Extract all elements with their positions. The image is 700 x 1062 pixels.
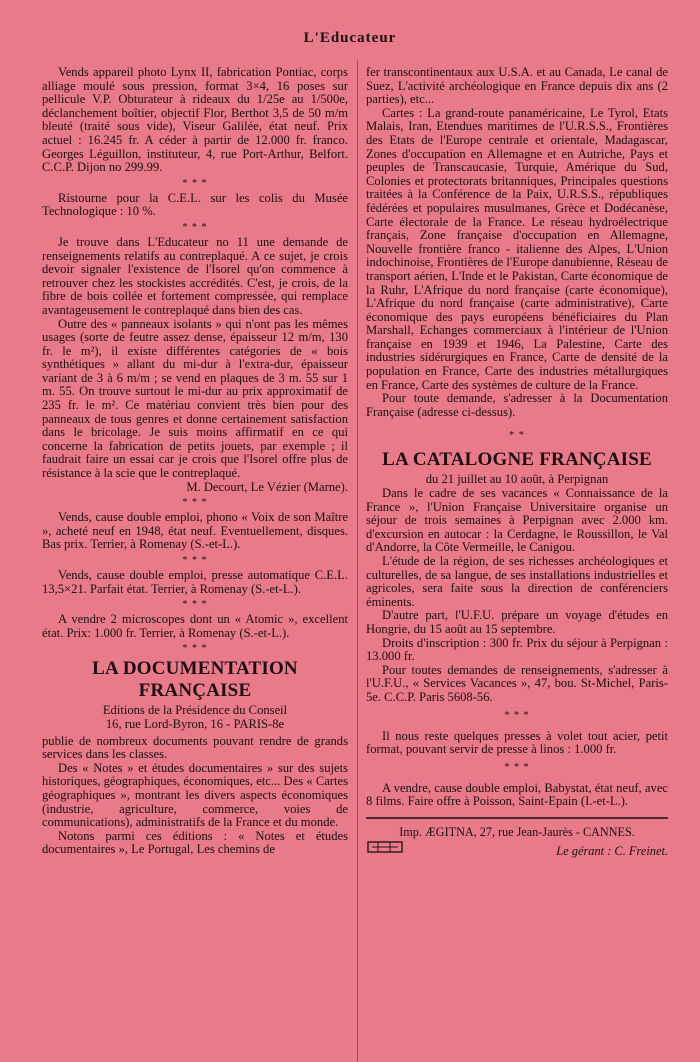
page-header-title: L'Educateur <box>303 30 397 46</box>
section-heading-documentation: LA DOCUMENTATION FRANÇAISE <box>92 658 298 702</box>
separator-stars: * * * <box>182 599 208 611</box>
ad-babystat: A vendre, cause double emploi, Babystat, état neuf, avec 8 films. Faire offre à Poisson, Saint-Epain (I.-et-L.). <box>366 780 668 809</box>
catalogne-etude: L'étude de la région, de ses richesses archéologiques et culturelles, de sa langue, de ses installations industrielles et agricoles, sera faite sous la direction de conférenciers éminents. <box>366 554 668 609</box>
imprint: Imp. ÆGITNA, 27, rue Jean-Jaurès - CANNES. <box>399 824 635 839</box>
publisher-address: 16, rue Lord-Byron, 16 - PARIS-8e <box>105 716 285 731</box>
doc-editions-continued: fer transcontinentaux aux U.S.A. et au Canada, Le canal de Suez, L'activité archéologique en France depuis dix ans (2 parties), etc... <box>366 65 668 107</box>
doc-editions: Notons parmi ces éditions : « Notes et études documentaires », Le Portugal, Les chemins de <box>42 828 348 857</box>
right-column <box>366 66 668 859</box>
separator-stars: * * * <box>504 761 530 773</box>
catalogne-contact: Pour toutes demandes de renseignements, s'adresser à l'U.F.U., « Services Vacances », 47, bou. St-Michel, Paris-5e. C.C.P. Paris 5608-56. <box>366 662 668 704</box>
ad-presses-volet: Il nous reste quelques presses à volet tout acier, petit format, pouvant servir de presse à linos : 1.000 fr. <box>366 728 668 757</box>
separator-stars: * * <box>509 430 525 442</box>
catalogne-droits: Droits d'inscription : 300 fr. Prix du séjour à Perpignan : 13.000 fr. <box>366 635 668 664</box>
doc-contact: Pour toute demande, s'adresser à la Documentation Française (adresse ci-dessus). <box>366 391 668 419</box>
doc-notes: Des « Notes » et études documentaires » sur des sujets historiques, géographiques, économiques, etc... Des « Cartes géographiques », montrant les divers aspects économiques (industrie, agriculture, commerce, voies de communications), administratifs de la France et du monde. <box>42 760 348 830</box>
left-column <box>42 66 348 857</box>
doc-cartes: Cartes : La grand-route panaméricaine, Le Tyrol, Etats Malais, Iran, Etendues maritimes de l'U.R.S.S., Frontières des Etats de l'Europe centrale et orientale, Madagascar, Zones d'occupation en Allemagne et en Autriche, Pays et peuples de Transcaucasie, Turquie, Amérique du Sud, Colonies et protectorats britanniques, Principales questions traitées à la Conférence de la Paix, U.R.S.S., républiques fédérées et populaires musulmanes, Grèce et Dodécanèse, Carte électorale de la France. Le réseau hydroélectrique français, Zone française d'occupation en Allemagne, Nouvelle frontière franco - italienne des Alpes, L'Union indochinoise, Frontières de l'Europe danubienne, Réseau de transport aérien, L'Inde et le Pakistan, Carte économique de la Ruhr, L'Afrique du nord française (carte économique), L'Afrique du nord française (carte administrative), Carte économique des pays européens bénéficiaires du Plan Marshall, Echanges commerciaux à l'intérieur de l'Union française en 1939 et 1946, La Palestine, Carte des industries sidérurgiques en France, Carte de densité de la population en France, Carte des industries métallurgiques en France, Carte des systèmes de culture de la France. <box>366 105 668 392</box>
separator-stars: * * * <box>182 497 208 509</box>
catalogne-sejour: Dans le cadre de ses vacances « Connaissance de la France », l'Union Française Universitaire organise un séjour de trois semaines à Perpignan avec 2.000 km. d'excursion en autocar : la Cerdagne, le Roussillon, le Val d'Andorre, la Côte Vermeille, le Canigou. <box>366 486 668 555</box>
separator-stars: * * * <box>182 221 208 233</box>
notice-ristourne: Ristourne pour la C.E.L. sur les colis du Musée Technologique : 10 %. <box>42 190 348 219</box>
separator-stars: * * * <box>504 709 530 721</box>
letter-signature: M. Decourt, Le Vézier (Marne). <box>186 479 348 494</box>
publisher-line: Editions de la Présidence du Conseil <box>102 703 288 718</box>
doc-intro: publie de nombreux documents pouvant rendre de grands services dans les classes. <box>42 733 348 762</box>
letter-isorel-body: Outre des « panneaux isolants » qui n'ont pas les mêmes usages (sorte de feutre assez dense, épaisseur 12 m/m, 130 fr. le m²), il existe différentes catégories de « bois synthétiques » allant du mi-dur à l'extra-dur, épaisseur variant de 3 à 6 m/m ; se vend en plaques de 3 m. 55 sur 1 m. 55. On trouve surtout le mi-dur au prix approximatif de 235 fr. le m². Ce matériau convient très bien pour des panneaux de tous genres et donne certainement satisfaction dans le bricolage. Je suis moins affirmatif en ce qui concerne la fabrication de petits jouets, par exemple ; il faudrait faire un essai car je crois que l'Isorel offre plus de résistance à la scie que le contreplaqué. <box>42 316 348 481</box>
section-heading-catalogne: LA CATALOGNE FRANÇAISE <box>382 449 652 471</box>
separator-stars: * * * <box>182 643 208 655</box>
footer-rule <box>366 817 668 819</box>
ad-camera: Vends appareil photo Lynx II, fabrication Pontiac, corps alliage moulé sous pression, format 3×4, 16 poses sur pellicule V.P. Obturateur à rideaux du 1/25e au 1/500e, déclanchement boîtier, objectif Flor, Berthot 3,5 de 50 m/m bleuté (traité sous vide), Viseur Galilée, état neuf. Prix actuel : 16.245 fr. A céder à partir de 12.000 fr. franco. Georges Léguillon, instituteur, 4, rue Port-Arthur, Belfort. C.C.P. Dijon no 299.99. <box>42 65 348 175</box>
ad-microscopes: A vendre 2 microscopes dont un « Atomic », excellent état. Prix: 1.000 fr. Terrier, à Romenay (S.-et-L.). <box>42 612 348 640</box>
gerant-line: Le gérant : C. Freinet. <box>556 843 668 858</box>
printer-mark-icon <box>366 839 406 857</box>
catalogne-dates: du 21 juillet au 10 août, à Perpignan <box>425 472 609 487</box>
ad-phono: Vends, cause double emploi, phono « Voix de son Maître », acheté neuf en 1948, état neuf. Eventuellement, disques. Bas prix. Terrier, à Romenay (S.-et-L.). <box>42 510 348 552</box>
column-divider <box>357 60 358 1062</box>
separator-stars: * * * <box>182 555 208 566</box>
catalogne-hongrie: D'autre part, l'U.F.U. prépare un voyage d'études en Hongrie, du 15 août au 15 septembre. <box>366 608 668 636</box>
letter-isorel-intro: Je trouve dans L'Educateur no 11 une demande de renseignements relatifs au contreplaqué. A ce sujet, je crois devoir signaler l'existence de l'Isorel qu'on commence à retrouver chez les stockistes accrédités. C'est, je crois, de la fibre de bois collée et fortement compressée, qui remplace avantageusement le contreplaqué dans bien des cas. <box>42 234 348 317</box>
ad-presse: Vends, cause double emploi, presse automatique C.E.L. 13,5×21. Parfait état. Terrier, à Romenay (S.-et-L.). <box>42 568 348 596</box>
separator-stars: * * * <box>182 177 208 189</box>
